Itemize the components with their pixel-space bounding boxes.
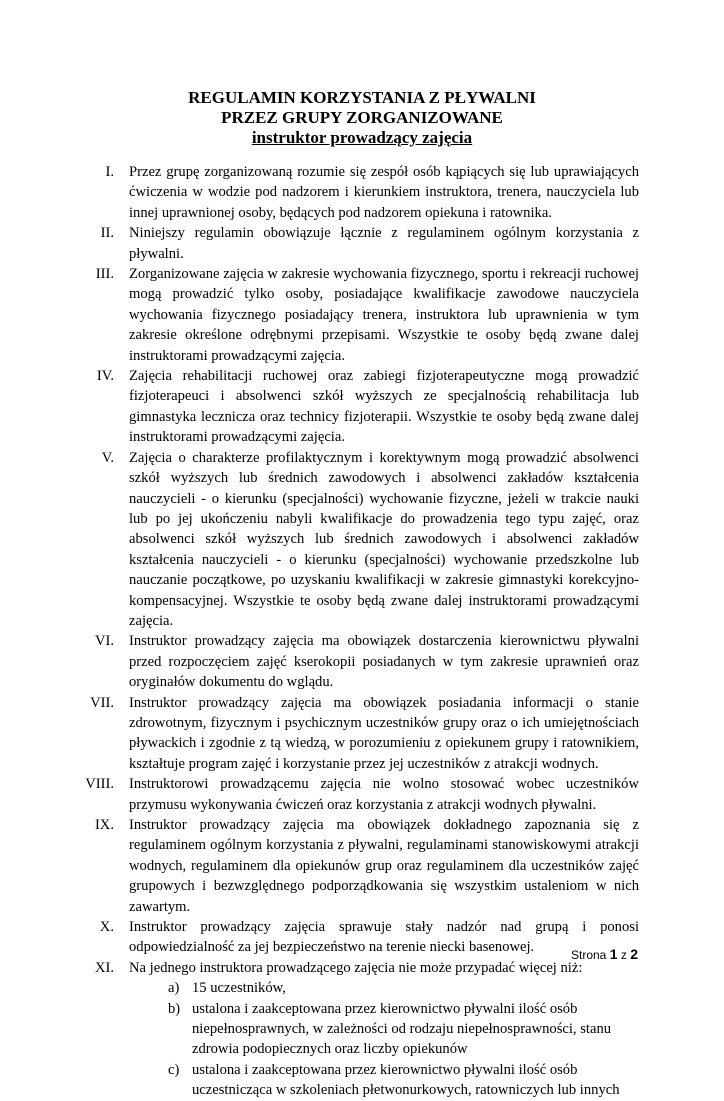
rule-item — [0, 815, 724, 917]
page-footer — [571, 946, 638, 962]
footer-separator: z — [620, 948, 627, 962]
rule-text: Instruktor prowadzący zajęcia sprawuje stały nadzór nad grupą i ponosi odpowiedzialność za jej bezpieczeństwo na terenie niecki basenowej. — [129, 919, 639, 956]
rule-item — [0, 366, 724, 448]
rule-number: IV. — [96, 368, 114, 385]
rule-number: VI. — [94, 633, 114, 650]
sub-item-letter: b) — [168, 1000, 181, 1017]
rule-text: Instruktorowi prowadzącemu zajęcia nie wolno stosować wobec uczestników przymusu wykonywania ćwiczeń oraz korzystania z atrakcji wodnych pływalni. — [129, 776, 639, 813]
rule-text: Zajęcia o charakterze profilaktycznym i korektywnym mogą prowadzić absolwenci szkół wyższych lub średnich zawodowych i absolwenci zakładów kształcenia nauczycieli - o kierunku (specjalności) wychowanie fizyczne, jeżeli w trakcie nauki lub po jej ukończeniu nabyli kwalifikacje do prowadzenia tego typu zajęć, oraz absolwenci szkół wyższych lub średnich zawodowych i absolwenci zakładów kształcenia nauczycieli - o kierunku (specjalności) wychowanie przedszkolne lub nauczanie początkowe, po uzyskaniu kwalifikacji w zakresie gimnastyki korekcyjno-kompensacyjnej. Wszystkie te osoby będą zwane dalej instruktorami prowadzącymi zajęcia. — [129, 449, 639, 629]
rule-text: Niniejszy regulamin obowiązuje łącznie z regulaminem ogólnym korzystania z pływalni. — [129, 225, 639, 262]
rule-number: X. — [99, 919, 114, 936]
sub-item — [168, 1060, 636, 1101]
rule-number: V. — [101, 449, 114, 466]
rule-item — [0, 162, 724, 223]
rule-text: Instruktor prowadzący zajęcia ma obowiązek posiadania informacji o stanie zdrowotnym, fizycznym i psychicznym uczestników grupy oraz o ich umiejętnościach pływackich i zgodnie z tą wiedzą, w porozumieniu z opiekunem grupy i ratownikiem, kształtuje program zajęć i korzystanie przez jej uczestników z atrakcji wodnych. — [129, 694, 639, 772]
rule-text: Zajęcia rehabilitacji ruchowej oraz zabiegi fizjoterapeutyczne mogą prowadzić fizjoterapeuci i absolwenci szkół wyższych ze specjalnością rehabilitacja lub gimnastyka lecznicza oraz technicy fizjoterapii. Wszystkie te osoby będą zwane dalej instruktorami prowadzącymi zajęcia. — [129, 368, 639, 446]
rule-number: XI. — [94, 959, 114, 976]
rule-item — [0, 693, 724, 775]
sub-item-text: ustalona i zaakceptowana przez kierownictwo pływalni ilość osób uczestnicząca w szkoleniach płetwonurkowych, ratowniczych lub innych — [192, 1061, 620, 1099]
title-line-1: REGULAMIN KORZYSTANIA Z PŁYWALNI — [188, 88, 536, 107]
sub-item-text: ustalona i zaakceptowana przez kierownictwo pływalni ilość osób niepełnosprawnych, w zależności od rodzaju niepełnosprawności, stanu zdrowia podopiecznych oraz liczby opiekunów — [192, 1000, 612, 1058]
rule-number: III. — [95, 266, 114, 283]
rule-text: Przez grupę zorganizowaną rozumie się zespół osób kąpiących się lub uprawiających ćwiczenia w wodzie pod nadzorem i kierunkiem instruktora, trenera, nauczyciela lub innej uprawnionej osoby, będących pod nadzorem opiekuna i ratownika. — [129, 164, 639, 221]
footer-current-page: 1 — [609, 946, 618, 962]
sub-item — [168, 999, 636, 1060]
rule-item — [0, 223, 724, 264]
rule-number: IX. — [94, 817, 114, 833]
rule-number: VII. — [90, 694, 114, 711]
title-line-2: PRZEZ GRUPY ZORGANIZOWANE — [221, 108, 503, 127]
rule-text: Instruktor prowadzący zajęcia ma obowiązek dostarczenia kierownictwu pływalni przed rozpoczęciem zajęć kserokopii posiadanych w tym zakresie uprawnień oraz oryginałów dokumentu do wglądu. — [129, 633, 639, 691]
rule-number: I. — [105, 164, 114, 180]
sub-item-letter: a) — [168, 980, 180, 997]
rule-number: VIII. — [85, 776, 114, 793]
page-title — [0, 88, 724, 148]
rule-number: II. — [100, 225, 114, 242]
rule-item — [0, 774, 724, 815]
footer-total-pages: 2 — [630, 946, 638, 962]
rule-text: Zorganizowane zajęcia w zakresie wychowania fizycznego, sportu i rekreacji ruchowej mogą prowadzić tylko osoby, posiadające kwalifikacje zawodowe nauczyciela wychowania fizycznego posiadający trenera, instruktora lub uprawnienia w tym zakresie określone odrębnymi przepisami. Wszystkie te osoby będą zwane dalej instruktorami prowadzącymi zajęcia. — [129, 266, 639, 364]
rule-text: Na jednego instruktora prowadzącego zajęcia nie może przypadać więcej niż: — [129, 959, 583, 976]
rule-item — [0, 264, 724, 366]
footer-label: Strona — [571, 948, 607, 962]
title-line-3: instruktor prowadzący zajęcia — [251, 128, 473, 147]
rule-item — [0, 448, 724, 632]
sub-item — [168, 978, 636, 998]
rule-item — [0, 631, 724, 692]
sub-item-letter: c) — [168, 1061, 180, 1078]
rule-text: Instruktor prowadzący zajęcia ma obowiązek dokładnego zapoznania się z regulaminem ogólnym korzystania z pływalni, regulaminami stanowiskowymi atrakcji wodnych, regulaminem dla opiekunów grup oraz regulaminem dla uczestników zajęć grupowych i bezwzględnego podporządkowania się wszystkim ustaleniom w nich zawartym. — [129, 817, 639, 915]
sub-item-text: 15 uczestników, — [192, 980, 286, 997]
